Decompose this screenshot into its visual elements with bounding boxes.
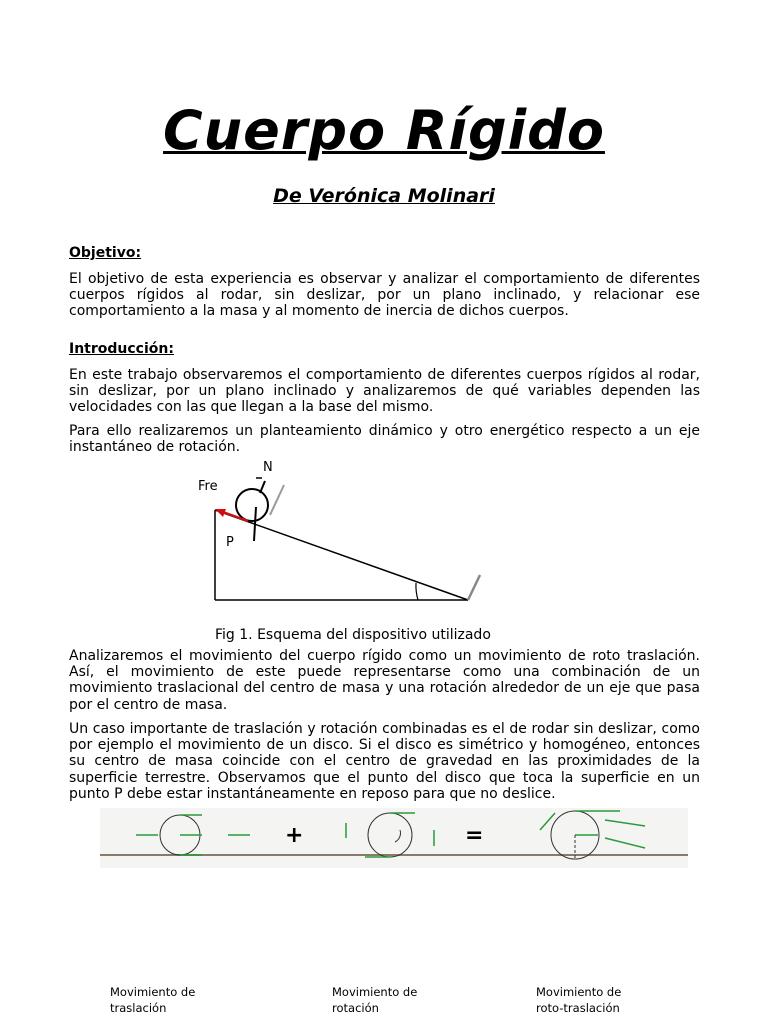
plus-operator: +	[285, 823, 304, 848]
figure-1-caption: Fig 1. Esquema del dispositivo utilizado	[215, 627, 491, 643]
incline-end-stop	[468, 575, 480, 600]
introduction-heading: Introducción:	[69, 341, 174, 357]
objective-heading: Objetivo:	[69, 245, 142, 261]
motion-combination-figure	[100, 808, 688, 868]
document-title: Cuerpo Rígido	[163, 99, 605, 162]
objective-paragraph: El objetivo de esta experiencia es observar y analizar el comportamiento de diferentes cuerpos rígidos al rodar, sin deslizar, por un plano inclinado, y relacionar ese comportamiento a la masa y al momento de inercia de dichos cuerpos.	[69, 271, 700, 320]
incline-hypotenuse	[215, 510, 468, 600]
rotation-motion-label: Movimiento de rotación	[332, 985, 418, 1015]
weight-label: P	[226, 535, 234, 550]
normal-force-label: N	[263, 460, 273, 475]
normal-force-vector	[260, 481, 265, 493]
translation-motion-label: Movimiento de traslación	[110, 985, 196, 1015]
introduction-paragraph-1: En este trabajo observaremos el comportamiento de diferentes cuerpos rígidos al rodar, sin deslizar, por un plano inclinado y analizaremos de qué variables dependen las velocidades con las que llegan a la base del mismo.	[69, 367, 700, 416]
analysis-paragraph-1: Analizaremos el movimiento del cuerpo rígido como un movimiento de roto traslación. Así, el movimiento de este puede representarse como una combinación de un movimiento traslacional del centro de masa y una rotación alrededor de un eje que pasa por el centro de masa.	[69, 648, 700, 713]
document-author: De Verónica Molinari	[273, 185, 495, 207]
equals-operator: =	[465, 823, 484, 848]
rolling-disk	[236, 489, 268, 521]
incline-angle-arc	[416, 583, 418, 600]
friction-force-label: Fre	[198, 479, 218, 494]
inclined-plane-diagram	[190, 455, 490, 605]
friction-arrow-head	[215, 509, 226, 517]
analysis-paragraph-2: Un caso importante de traslación y rotación combinadas es el de rodar sin deslizar, como por ejemplo el movimiento de un disco. Si el disco es simétrico y homogéneo, entonces su centro de masa coincide con el centro de gravedad en las proximidades de la superficie terrestre. Observamos que el punto del disco que toca la superficie en un punto P debe estar instantáneamente en reposo para que no deslice.	[69, 721, 700, 802]
introduction-paragraph-2: Para ello realizaremos un planteamiento dinámico y otro energético respecto a un eje instantáneo de rotación.	[69, 423, 700, 456]
release-guide	[270, 485, 284, 515]
rototranslation-motion-label: Movimiento de roto-traslación	[536, 985, 622, 1015]
